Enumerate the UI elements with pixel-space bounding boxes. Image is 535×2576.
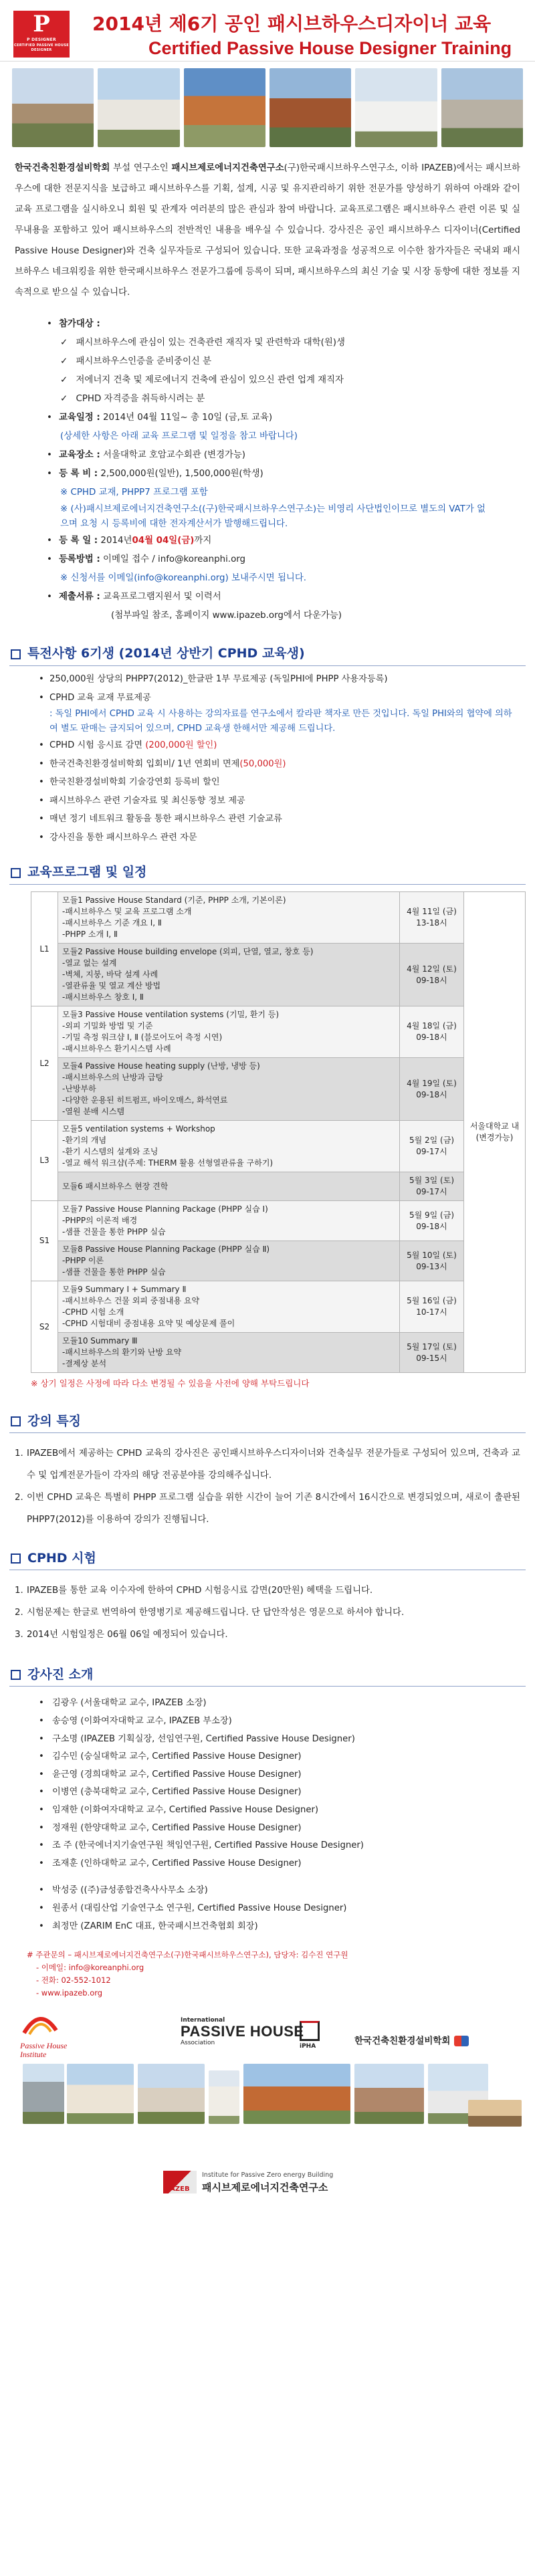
bullet-icon: •: [39, 1751, 44, 1762]
session-date: 4월 12일 (토): [407, 964, 457, 974]
program-row: [31, 1058, 526, 1121]
session-date: 5월 9일 (금): [409, 1210, 455, 1220]
korea-society-icon: [454, 2036, 469, 2046]
program-row: [31, 892, 526, 944]
house-photo: [441, 68, 523, 147]
deadline-label: 등 록 일 :: [59, 536, 98, 546]
house-photo: [354, 2064, 424, 2124]
ipazeb-footer: [0, 2167, 535, 2200]
contact-website[interactable]: - www.ipazeb.org: [36, 1988, 103, 1998]
item-text: 시험문제는 한글로 번역하여 한영병기로 제공해드립니다. 단 답안작성은 영문으로 하셔야 합니다.: [27, 1608, 405, 1618]
module-title: 모듈2 Passive House building envelope (외피, 단열, 열교, 창호 등): [62, 947, 314, 956]
item-number: 2.: [15, 1608, 23, 1618]
item-text: 이번 CPHD 교육은 특별히 PHPP 프로그램 실습을 위한 시간이 늘어 기존 8시간에서 16시간으로 변경되었으며, 새로이 출판된 PHPP7(2012)를 이용하여 강의가 진행됩니다.: [27, 1493, 520, 1525]
lecturer-name: 임재한 (이화여자대학교 교수, Certified Passive House Designer): [52, 1804, 319, 1815]
house-photo: [12, 68, 94, 147]
benefit-item: [39, 792, 520, 811]
benefit-highlight: (200,000원 할인): [145, 740, 217, 750]
logo-letter: P: [33, 11, 50, 37]
ipha-mark-text: iPHA: [300, 2043, 316, 2050]
bullet-icon: •: [39, 832, 44, 843]
square-icon: [11, 1416, 21, 1426]
program-row: [31, 1172, 526, 1201]
ipha-mark-icon: [300, 2021, 320, 2041]
korea-society-logo: [354, 2033, 528, 2049]
exam-item: [15, 1580, 520, 1602]
bullet-icon: •: [39, 1733, 44, 1744]
session-time: 09-18시: [416, 1221, 447, 1231]
course-info: [0, 303, 535, 625]
fee-label: 등 록 비 :: [59, 469, 98, 479]
module-topic: -패시브하우스 환기시스템 사례: [62, 1044, 171, 1053]
ipazeb-logo-label: IPAZEB: [163, 2185, 190, 2193]
benefit-text-wrap: [49, 670, 387, 689]
lecturer-name: 최정만 (ZARIM EnC 대표, 한국패시브건축협회 회장): [52, 1921, 258, 1931]
date-cell: [400, 1058, 464, 1121]
square-icon: [11, 649, 21, 659]
module-topic: -열교 없는 설계: [62, 958, 117, 968]
program-row: [31, 1201, 526, 1241]
info-period: [47, 409, 520, 427]
item-number: 1.: [15, 1586, 23, 1596]
session-date: 5월 10일 (토): [407, 1250, 457, 1260]
session-time: 09-18시: [416, 975, 447, 985]
info-docs: [47, 588, 520, 607]
deadline-prefix: 2014년: [100, 536, 132, 546]
lecturer-item: [39, 1748, 520, 1766]
place-value: 서울대학교 호암교수회관 (변경가능): [103, 450, 246, 460]
item-text: 2014년 시험일정은 06월 06일 예정되어 있습니다.: [27, 1630, 228, 1640]
ipha-logo: [181, 2017, 321, 2054]
contact-phone: - 전화: 02-552-1012: [36, 1975, 111, 1985]
lecturer-list: [0, 1687, 535, 1935]
item-number: 2.: [15, 1493, 23, 1503]
benefit-item: [39, 689, 520, 708]
phi-logo-icon: [20, 2010, 60, 2037]
bullet-icon: •: [39, 1903, 44, 1913]
date-cell: [400, 1281, 464, 1333]
benefit-text: CPHD 시험 응시료 감면: [49, 740, 146, 750]
checkmark-icon: ✓: [60, 356, 71, 366]
benefit-item: [39, 773, 520, 792]
info-apply: [47, 550, 520, 569]
lecturer-name: 정재원 (한양대학교 교수, Certified Passive House Designer): [52, 1822, 302, 1833]
lecturer-item: [39, 1766, 520, 1784]
target-text: 패시브하우스에 관심이 있는 건축관련 재직자 및 관련학과 대학(원)생: [76, 338, 345, 348]
docs-value: 교육프로그램지원서 및 이력서: [103, 592, 221, 602]
module-title: 모듈3 Passive House ventilation systems (기밀, 환기 등): [62, 1010, 280, 1019]
lecturer-name: 박성중 ((주)금성종합건축사사무소 소장): [52, 1885, 208, 1896]
target-item: [47, 390, 520, 409]
target-list: [47, 334, 520, 409]
lecturer-item: [39, 1695, 520, 1713]
lecturer-name: 송승영 (이화여자대학교 교수, IPAZEB 부소장): [52, 1715, 232, 1726]
level-cell: L3: [31, 1121, 58, 1201]
logo-caption: CERTIFIED PASSIVE HOUSE DESIGNER: [14, 43, 69, 52]
bullet-icon: •: [47, 469, 52, 479]
date-cell: [400, 944, 464, 1006]
korea-society-name: 한국건축친환경설비학회: [354, 2035, 451, 2046]
module-topic: -패시브하우스 및 교육 프로그램 소개: [62, 907, 192, 916]
benefit-text: 패시브하우스 관련 기술자료 및 최신동향 정보 제공: [49, 795, 245, 806]
house-photo: [23, 2064, 64, 2124]
module-cell: [58, 1333, 400, 1373]
spacer: [39, 1872, 520, 1882]
level-cell: S1: [31, 1201, 58, 1281]
house-photo: [270, 68, 351, 147]
cphd-logo: [13, 11, 70, 58]
exam-item: [15, 1602, 520, 1624]
square-icon: [11, 1670, 21, 1680]
fee-value: 2,500,000원(일반), 1,500,000원(학생): [100, 469, 263, 479]
module-topic: -환기 시스템의 설계와 조닝: [62, 1147, 158, 1156]
benefit-text-wrap: [49, 736, 217, 755]
place-label: 교육장소 :: [59, 450, 100, 460]
section-heading-exam: CPHD 시험: [0, 1547, 535, 1570]
ipha-big: PASSIVE HOUSE: [181, 2023, 304, 2040]
benefit-text-wrap: [49, 755, 286, 774]
module-title: 모듈6 패시브하우스 현장 견학: [62, 1181, 169, 1191]
deadline-date: 04월 04일(금): [132, 536, 195, 546]
period-value: 2014년 04월 11일~ 총 10일 (금,토 교육): [103, 413, 273, 423]
lecturer-item: [39, 1731, 520, 1749]
org-name-society: 한국건축친환경설비학회: [15, 163, 110, 173]
session-time: 09-17시: [416, 1187, 447, 1196]
module-topic: -외피 기밀화 방법 및 기준: [62, 1021, 153, 1031]
session-date: 4월 11일 (금): [407, 907, 457, 916]
intro-text-2: (구)한국패시브하우스연구소, 이하 IPAZEB)에서는 패시브하우스에 대한 전문지식을 보급하고 패시브하우스를 기획, 설계, 시공 및 유지관리하기 위한 전문가를 양성하기 위하여 아래와 같이 교육 프로그램을 실시하오니 회원 및 관계자 여러분의 많은 관심과 참여 바랍니다. 교육프로그램은 패시브하우스 관련 이론 및 실무내용을 포함하고 있어 패시브하우스의 전반적인 내용을 배우실 수 있습니다. 강사진은 공인 패시브하우스 디자이너(Certified Passive House Designer)와 건축 실무자들로 구성되어 있습니다. 또한 교육과정을 성공적으로 이수한 참가자들은 국내외 패시브하우스 네크워킹을 위한 한국패시브하우스 전문가그룹에 등록이 되며, 패시브하우스의 최신 기술 및 시장 동향에 대한 정보를 지속적으로 받으실 수 있습니다.: [15, 163, 520, 298]
feature-item: [15, 1487, 520, 1531]
docs-label: 제출서류 :: [59, 592, 100, 602]
session-time: 09-17시: [416, 1147, 447, 1156]
benefit-item: [39, 810, 520, 829]
feature-list: [0, 1433, 535, 1531]
program-row: [31, 1121, 526, 1172]
checkmark-icon: ✓: [60, 375, 71, 385]
bullet-icon: •: [39, 1804, 44, 1815]
logo-small-text: P DESIGNER: [27, 37, 56, 42]
house-photo: [67, 2064, 134, 2124]
lecturer-name: 조재훈 (인하대학교 교수, Certified Passive House Designer): [52, 1858, 302, 1868]
period-label: 교육일정 :: [59, 413, 100, 423]
benefit-list: [0, 666, 535, 847]
session-time: 09-18시: [416, 1033, 447, 1042]
module-topic: -패시브하우스 기준 개요 Ⅰ, Ⅱ: [62, 918, 162, 928]
module-title: 모듈7 Passive House Planning Package (PHPP 실습 Ⅰ): [62, 1204, 268, 1214]
module-topic: -결제상 분석: [62, 1359, 107, 1368]
program-row: [31, 1241, 526, 1281]
module-title: 모듈4 Passive House heating supply (난방, 냉방 등): [62, 1061, 260, 1071]
program-table-wrap: [0, 885, 535, 1373]
module-topic: -CPHD 시험대비 중점내용 요약 및 예상문제 풀이: [62, 1319, 235, 1328]
target-text: 저에너지 건축 및 제로에너지 건축에 관심이 있으신 관련 업계 재직자: [76, 375, 344, 385]
lecturer-item: [39, 1837, 520, 1855]
docs-note[interactable]: (첨부파일 참조, 홈페이지 www.ipazeb.org에서 다운가능): [111, 611, 342, 621]
module-topic: -열원 분배 시스템: [62, 1107, 125, 1116]
date-cell: [400, 1172, 464, 1201]
phi-label: Passive House Institute: [20, 2041, 68, 2060]
module-topic: -패시브하우스 창호 Ⅰ, Ⅱ: [62, 992, 144, 1002]
module-title: 모듈9 Summary Ⅰ + Summary Ⅱ: [62, 1285, 187, 1294]
session-time: 09-18시: [416, 1089, 447, 1099]
lecturer-item: [39, 1918, 520, 1936]
bullet-icon: •: [39, 1921, 44, 1931]
lecturer-name: 김수민 (숭실대학교 교수, Certified Passive House Designer): [52, 1751, 302, 1762]
module-cell: [58, 1281, 400, 1333]
house-photo: [209, 2070, 239, 2124]
date-cell: [400, 1121, 464, 1172]
lecturer-item: [39, 1855, 520, 1873]
contact-email[interactable]: - 이메일: info@koreanphi.org: [36, 1963, 144, 1973]
target-text: CPHD 자격증을 취득하시려는 분: [76, 394, 205, 404]
module-topic: -열관류율 및 열교 계산 방법: [62, 981, 161, 990]
fee-note-1: ※ CPHD 교재, PHPP7 프로그램 포함: [60, 488, 208, 498]
checkmark-icon: ✓: [60, 338, 71, 348]
bullet-icon: •: [39, 1840, 44, 1851]
session-time: 09-15시: [416, 1353, 447, 1363]
module-topic: -환기의 개념: [62, 1136, 107, 1145]
item-number: 1.: [15, 1448, 23, 1459]
ipazeb-ko-name: 패시브제로에너지건축연구소: [202, 2181, 328, 2194]
section-heading-benefits: 특전사항 6기생 (2014년 상반기 CPHD 교육생): [0, 643, 535, 665]
bullet-icon: •: [39, 674, 44, 684]
exam-list: [0, 1570, 535, 1646]
program-row: [31, 944, 526, 1006]
benefit-text: 한국건축친환경설비학회 입회비/ 1년 연회비 면제: [49, 758, 240, 769]
intro-text-1: 부설 연구소인: [110, 163, 172, 173]
lecturer-item: [39, 1713, 520, 1731]
module-topic: -기밀 측정 워크샵 Ⅰ, Ⅱ (블로어도어 측정 시연): [62, 1033, 223, 1042]
header: [0, 0, 535, 62]
benefit-item: [39, 736, 520, 755]
bullet-icon: •: [39, 758, 44, 769]
bullet-icon: •: [47, 592, 52, 602]
benefit-item: [39, 755, 520, 774]
lecturer-name: 윤근영 (경희대학교 교수, Certified Passive House Designer): [52, 1769, 302, 1780]
checkmark-icon: ✓: [60, 394, 71, 404]
session-date: 5월 3일 (토): [409, 1176, 455, 1185]
benefit-text-wrap: [49, 829, 197, 847]
section-heading-lecturers: 강사진 소개: [0, 1663, 535, 1686]
benefit-text-wrap: [49, 810, 282, 829]
apply-email-link[interactable]: 이메일 접수 / info@koreanphi.org: [103, 554, 246, 564]
lecturer-item: [39, 1900, 520, 1918]
apply-label: 등록방법 :: [59, 554, 100, 564]
program-row: [31, 1281, 526, 1333]
target-text: 패시브하우스인증을 준비중이신 분: [76, 356, 212, 366]
module-topic: -난방부하: [62, 1084, 96, 1093]
ipha-assoc: Association: [181, 2040, 215, 2047]
bullet-icon: •: [47, 413, 52, 423]
lecturer-item: [39, 1882, 520, 1900]
bullet-icon: •: [47, 450, 52, 460]
module-topic: -PHPP 소개 Ⅰ, Ⅱ: [62, 930, 118, 939]
module-topic: -샘플 건물을 통한 PHPP 실습: [62, 1227, 166, 1237]
level-cell: S2: [31, 1281, 58, 1373]
module-topic: -패시브하우스의 환기와 난방 요약: [62, 1348, 182, 1357]
ipazeb-en-name: Institute for Passive Zero energy Building: [202, 2171, 334, 2179]
benefit-item: [39, 829, 520, 847]
lecturer-name: 원종서 (대림산업 기술연구소 연구원, Certified Passive House Designer): [52, 1903, 347, 1913]
exam-item: [15, 1624, 520, 1646]
bullet-icon: •: [39, 814, 44, 824]
module-topic: -PHPP의 이론적 배경: [62, 1216, 138, 1225]
session-time: 10-17시: [416, 1307, 447, 1317]
date-cell: [400, 1006, 464, 1058]
bullet-icon: •: [39, 1698, 44, 1709]
house-photo: [184, 68, 265, 147]
info-deadline: [47, 532, 520, 550]
house-photo: [468, 2100, 522, 2127]
lecturer-item: [39, 1784, 520, 1802]
benefit-text: 강사진을 통한 패시브하우스 관련 자문: [49, 832, 197, 843]
bullet-icon: •: [47, 554, 52, 564]
module-cell: [58, 1201, 400, 1241]
benefit-item: [39, 670, 520, 689]
module-title: 모듈1 Passive House Standard (기준, PHPP 소개, 기본이론): [62, 895, 286, 905]
bullet-icon: •: [39, 740, 44, 750]
session-time: 09-13시: [416, 1261, 447, 1271]
benefit-text-wrap: [49, 773, 220, 792]
bullet-icon: •: [39, 777, 44, 787]
program-row: [31, 1333, 526, 1373]
phi-logo: [20, 2010, 107, 2060]
module-topic: -CPHD 시험 소개: [62, 1307, 124, 1317]
house-photo: [98, 68, 179, 147]
place-cell: 서울대학교 내 (변경가능): [464, 892, 526, 1373]
program-note: ※ 상기 일정은 사정에 따라 다소 변경될 수 있음을 사전에 양해 부탁드립니다: [31, 1378, 310, 1388]
program-table: [31, 891, 526, 1373]
session-date: 5월 2일 (금): [409, 1136, 455, 1145]
benefit-text-wrap: [49, 689, 151, 708]
module-topic: -열교 해석 워크샵(주제: THERM 활용 선형열관류율 구하기): [62, 1158, 274, 1168]
module-topic: -다양한 운용된 히트펌프, 바이오매스, 화석연료: [62, 1095, 228, 1105]
lecturer-item: [39, 1802, 520, 1820]
level-cell: L2: [31, 1006, 58, 1121]
benefit-subtext: : 독일 PHI에서 CPHD 교육 시 사용하는 강의자료를 연구소에서 칼라판 책자로 만든 것입니다. 독일 PHI와의 협약에 의하여 별도 판매는 금지되어 있으며, CPHD 교육생 한해서만 제공해 드립니다.: [49, 709, 512, 734]
photo-strip: [0, 62, 535, 147]
date-cell: [400, 892, 464, 944]
feature-item: [15, 1442, 520, 1487]
bullet-icon: •: [47, 319, 52, 329]
square-icon: [11, 1553, 21, 1564]
session-date: 5월 16일 (금): [407, 1296, 457, 1305]
module-cell: [58, 944, 400, 1006]
module-topic: -패시브하우스의 난방과 급탕: [62, 1073, 164, 1082]
benefit-text: CPHD 교육 교재 무료제공: [49, 692, 151, 703]
bullet-icon: •: [39, 1769, 44, 1780]
module-cell: [58, 1006, 400, 1058]
square-icon: [11, 868, 21, 878]
info-place: [47, 446, 520, 465]
org-name-ipazeb: 패시브제로에너지건축연구소: [171, 163, 284, 173]
benefit-text: 매년 정기 네트워크 활동을 통한 패시브하우스 관련 기술교류: [49, 814, 282, 824]
period-note: (상세한 사항은 아래 교육 프로그램 및 일정을 참고 바랍니다): [60, 431, 298, 441]
module-cell: [58, 1058, 400, 1121]
module-title: 모듈8 Passive House Planning Package (PHPP 실습 Ⅱ): [62, 1245, 270, 1254]
bullet-icon: •: [39, 1787, 44, 1798]
module-cell: [58, 1121, 400, 1172]
lecturer-name: 조 주 (한국에너지기술연구원 책임연구원, Certified Passive House Designer): [52, 1840, 364, 1851]
footer-photos: [0, 2060, 535, 2167]
section-heading-features: 강의 특징: [0, 1410, 535, 1432]
item-text: IPAZEB에서 제공하는 CPHD 교육의 강사진은 공인패시브하우스디자이너와 건축실무 전문가들로 구성되어 있으며, 건축과 교수 및 업계전문가들이 각자의 해당 전공분야를 강의해주십니다.: [27, 1448, 520, 1481]
program-row: [31, 1006, 526, 1058]
apply-note: ※ 신청서를 이메일(info@koreanphi.org) 보내주시면 됩니다.: [60, 573, 307, 583]
house-photo: [138, 2064, 205, 2124]
target-label: 참가대상 :: [59, 319, 100, 329]
item-number: 3.: [15, 1630, 23, 1640]
lecturer-name: 구소명 (IPAZEB 기획실장, 선임연구원, Certified Passive House Designer): [52, 1733, 355, 1744]
house-photo: [355, 68, 437, 147]
bullet-icon: •: [39, 795, 44, 806]
house-photo: [243, 2064, 350, 2124]
item-text: IPAZEB를 통한 교육 이수자에 한하여 CPHD 시험응시료 감면(20만원) 혜택을 드립니다.: [27, 1586, 373, 1596]
deadline-suffix: 까지: [194, 536, 212, 546]
module-topic: -패시브하우스 건물 외피 중점내용 요약: [62, 1296, 200, 1305]
level-cell: L1: [31, 892, 58, 1006]
module-cell: [58, 1172, 400, 1201]
footer-logos: [0, 2000, 535, 2060]
bullet-icon: •: [47, 536, 52, 546]
module-title: 모듈5 ventilation systems + Workshop: [62, 1124, 215, 1134]
benefit-text: 250,000원 상당의 PHPP7(2012)_한글판 1부 무료제공 (독일PHI에 PHPP 사용자등록): [49, 674, 388, 684]
module-title: 모듈10 Summary Ⅲ: [62, 1336, 138, 1346]
ipha-small: International: [181, 2017, 225, 2024]
benefit-highlight: (50,000원): [239, 758, 286, 769]
info-fee: [47, 465, 520, 484]
bullet-icon: •: [39, 1885, 44, 1896]
page-title-en: Certified Passive House Designer Training: [148, 38, 512, 58]
info-target: [47, 315, 520, 334]
module-cell: [58, 892, 400, 944]
module-topic: -벽체, 지붕, 바닥 설계 사례: [62, 970, 158, 979]
module-topic: -PHPP 이론: [62, 1256, 104, 1265]
contact-line: # 주관문의 – 패시브제로에너지건축연구소(구)한국패시브하우스연구소), 담당자: 김수진 연구원: [27, 1950, 348, 1960]
session-date: 4월 19일 (토): [407, 1078, 457, 1088]
module-topic: -샘플 건물을 통한 PHPP 실습: [62, 1267, 166, 1277]
date-cell: [400, 1241, 464, 1281]
target-item: [47, 352, 520, 371]
bullet-icon: •: [39, 1715, 44, 1726]
module-cell: [58, 1241, 400, 1281]
benefit-text: 한국친환경설비학회 기술강연회 등록비 할인: [49, 777, 220, 787]
lecturer-name: 이병연 (충북대학교 교수, Certified Passive House Designer): [52, 1787, 302, 1798]
intro-paragraph: [0, 147, 535, 303]
page-title-ko: 2014년 제6기 공인 패시브하우스디자이너 교육: [92, 13, 492, 35]
fee-note-2: ※ (사)패시브제로에너지건축연구소((구)한국패시브하우스연구소)는 비영리 사단법인이므로 별도의 VAT가 없으며 요청 시 등록비에 대한 전자계산서가 발행해드립니다.: [60, 504, 486, 529]
section-heading-program: 교육프로그램 및 일정: [0, 861, 535, 884]
benefit-text-wrap: [49, 792, 245, 811]
bullet-icon: •: [39, 692, 44, 703]
lecturer-name: 김광우 (서울대학교 교수, IPAZEB 소장): [52, 1698, 207, 1709]
date-cell: [400, 1201, 464, 1241]
session-date: 5월 17일 (토): [407, 1341, 457, 1352]
session-time: 13-18시: [416, 918, 447, 928]
target-item: [47, 371, 520, 390]
session-date: 4월 18일 (금): [407, 1021, 457, 1031]
contact-block: [0, 1949, 535, 2000]
bullet-icon: •: [39, 1822, 44, 1833]
target-item: [47, 334, 520, 352]
bullet-icon: •: [39, 1858, 44, 1868]
lecturer-item: [39, 1820, 520, 1838]
date-cell: [400, 1333, 464, 1373]
